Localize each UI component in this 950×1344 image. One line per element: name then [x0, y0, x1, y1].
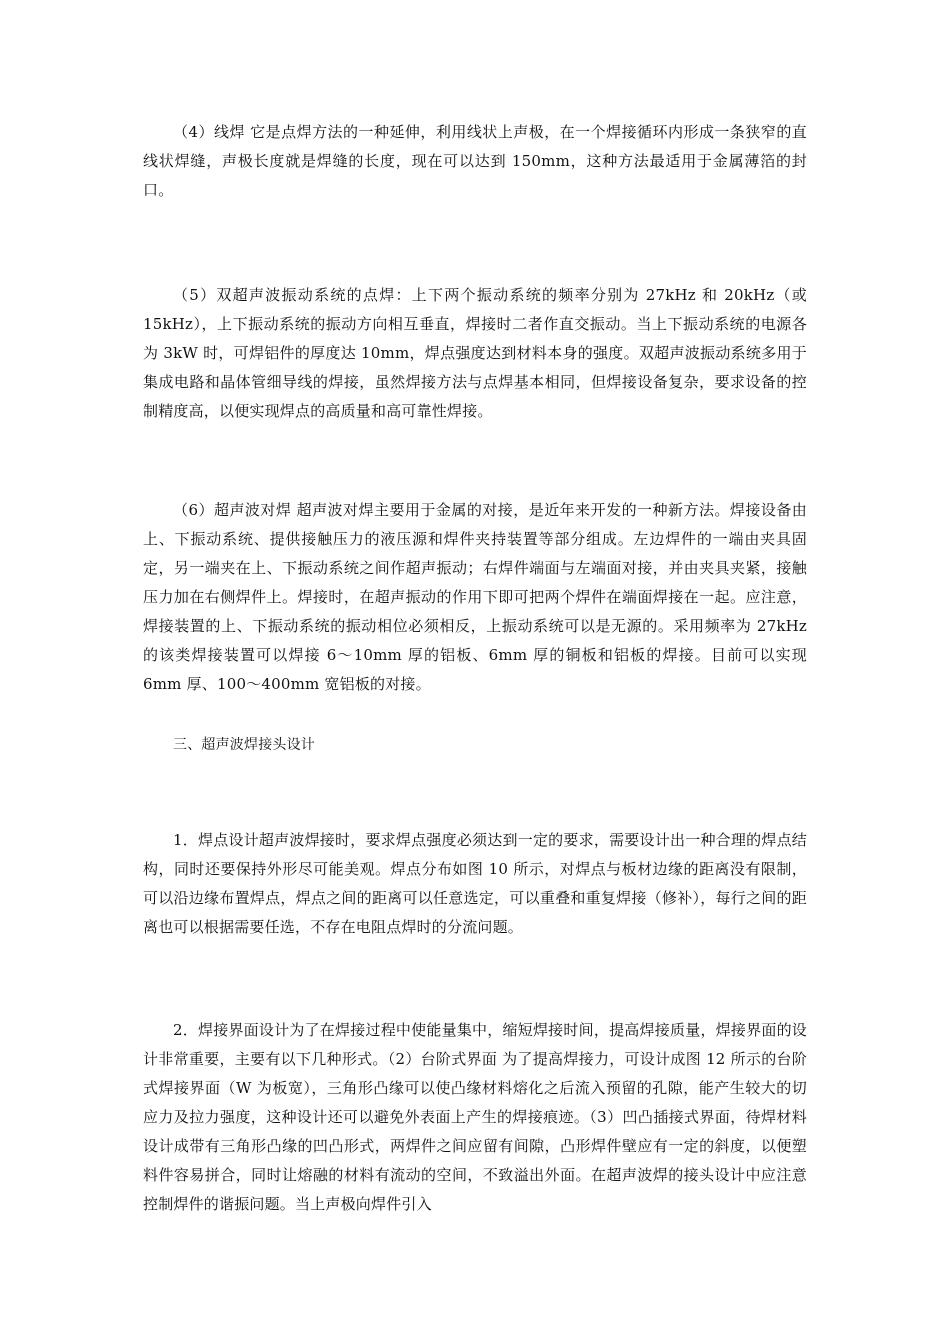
- paragraph-ultrasonic-butt-welding: （6）超声波对焊 超声波对焊主要用于金属的对接，是近年来开发的一种新方法。焊接设备由上、下振动系统、提供接触压力的液压源和焊件夹持装置等部分组成。左边焊件的一端由夹具固定，另一端夹在上、下振动系统之间作超声振动；右焊件端面与左端面对接，并由夹具夹紧，接触压力加在右侧焊件上。焊接时，在超声振动的作用下即可把两个焊件在端面焊接在一起。应注意，焊接装置的上、下振动系统的振动相位必须相反，上振动系统可以是无源的。采用频率为 27kHz 的该类焊接装置可以焊接 6～10mm 厚的铝板、6mm 厚的铜板和铝板的焊接。目前可以实现 6mm 厚、100～400mm 宽铝板的对接。: [143, 501, 807, 693]
- paragraph-dual-ultrasonic-spot-welding: （5）双超声波振动系统的点焊：上下两个振动系统的频率分别为 27kHz 和 20kHz（或 15kHz），上下振动系统的振动方向相互垂直，焊接时二者作直交振动。当上下振动系统的电源各为 3kW 时，可焊铝件的厚度达 10mm，焊点强度达到材料本身的强度。双超声波振动系统多用于集成电路和晶体管细导线的焊接，虽然焊接方法与点焊基本相同，但焊接设备复杂，要求设备的控制精度高，以便实现焊点的高质量和高可靠性焊接。: [143, 286, 807, 420]
- section-heading-joint-design: 三、超声波焊接头设计: [173, 737, 315, 753]
- paragraph-line-welding: （4）线焊 它是点焊方法的一种延伸，利用线状上声极，在一个焊接循环内形成一条狭窄的直线状焊缝，声极长度就是焊缝的长度，现在可以达到 150mm，这种方法最适用于金属薄箔的封口。: [143, 123, 807, 199]
- paragraph-weld-interface-design: 2．焊接界面设计为了在焊接过程中使能量集中，缩短焊接时间，提高焊接质量，焊接界面的设计非常重要，主要有以下几种形式。（2）台阶式界面 为了提高焊接力，可设计成图 12 所示的台阶式焊接界面（W 为板宽），三角形凸缘可以使凸缘材料熔化之后流入预留的孔隙，能产生较大的切应力及拉力强度，这种设计还可以避免外表面上产生的焊接痕迹。（3）凹凸插接式界面，待焊材料设计成带有三角形凸缘的凹凸形式，两焊件之间应留有间隙，凸形焊件壁应有一定的斜度，以便塑料件容易拼合，同时让熔融的材料有流动的空间，不致溢出外面。在超声波焊的接头设计中应注意控制焊件的谐振问题。当上声极向焊件引入: [143, 1021, 807, 1213]
- paragraph-weld-spot-design: 1．焊点设计超声波焊接时，要求焊点强度必须达到一定的要求，需要设计出一种合理的焊点结构，同时还要保持外形尽可能美观。焊点分布如图 10 所示，对焊点与板材边缘的距离没有限制，可以沿边缘布置焊点，焊点之间的距离可以任意选定，可以重叠和重复焊接（修补），每行之间的距离也可以根据需要任选，不存在电阻点焊时的分流问题。: [143, 831, 807, 936]
